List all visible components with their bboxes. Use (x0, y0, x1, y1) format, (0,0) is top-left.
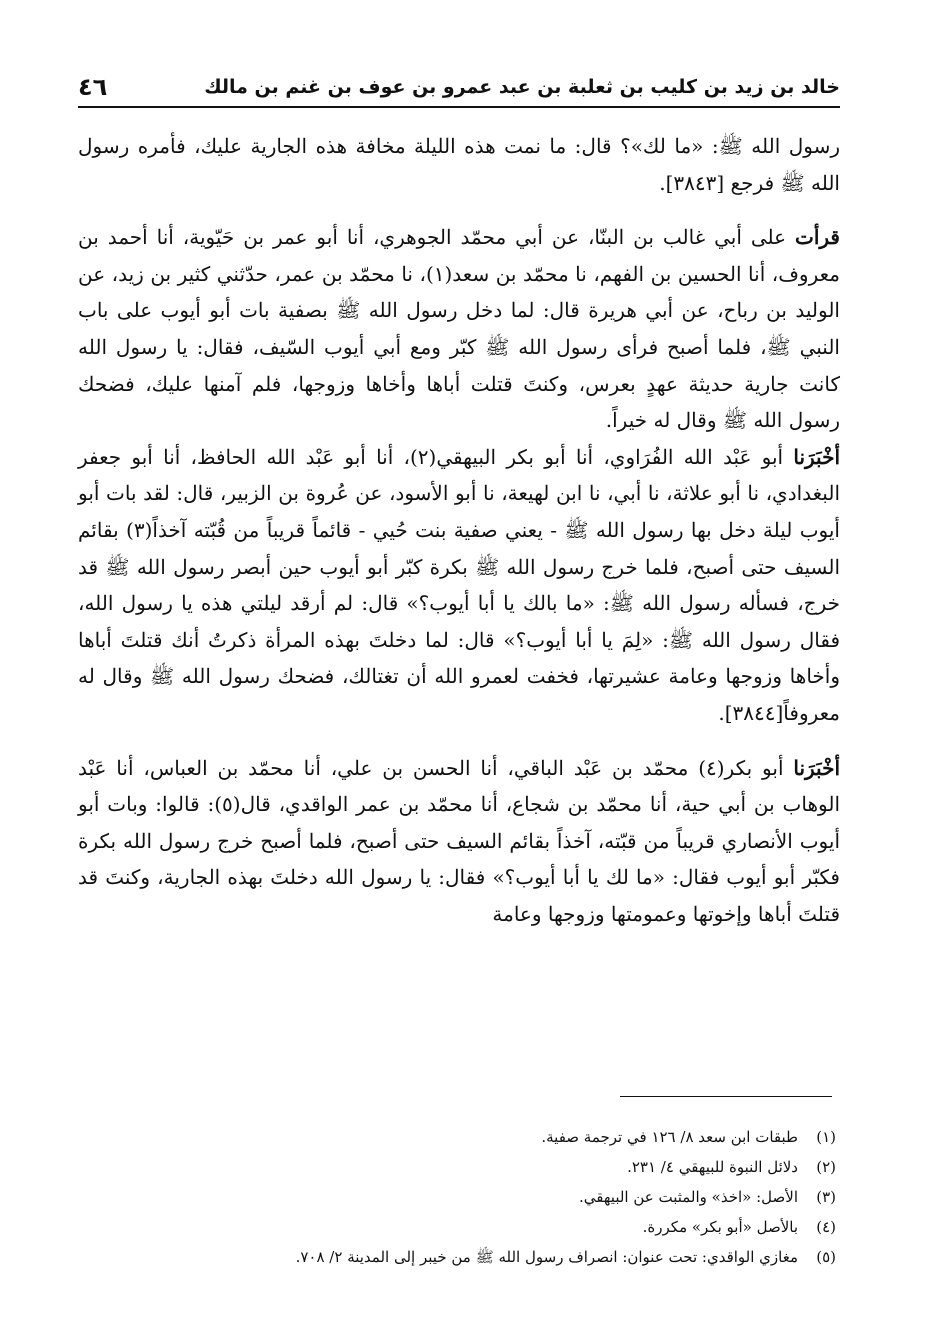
paragraph-qarat (78, 219, 840, 439)
footnote-number: (٤) (816, 1218, 836, 1236)
paragraph-lead: أخْبَرَنا (793, 444, 840, 469)
footnote-item (78, 1242, 836, 1272)
footnote-number: (٣) (816, 1188, 836, 1206)
footnote-item (78, 1122, 836, 1152)
page-number: ٤٦ (78, 73, 108, 101)
footnote-item (78, 1182, 836, 1212)
page-header (78, 62, 840, 108)
footnote-text: طبقات ابن سعد ٨/ ١٢٦ في ترجمة صفية. (541, 1128, 798, 1146)
footnote-number: (٥) (816, 1248, 836, 1266)
paragraph-akhbarana-1 (78, 439, 840, 732)
footnote-text: الأصل: «اخذ» والمثبت عن البيهقي. (579, 1188, 798, 1206)
paragraph-continuation (78, 128, 840, 201)
footnote-text: دلائل النبوة للبيهقي ٤/ ٢٣١. (627, 1158, 798, 1176)
footnote-text: مغازي الواقدي: تحت عنوان: انصراف رسول الله ﷺ من خيبر إلى المدينة ٢/ ٧٠٨. (295, 1248, 798, 1266)
footnote-number: (٢) (816, 1158, 836, 1176)
footnote-text: بالأصل «أبو بكر» مكررة. (642, 1218, 798, 1236)
footnote-item (78, 1152, 836, 1182)
footnote-number: (١) (816, 1128, 836, 1146)
footnote-separator (620, 1096, 832, 1097)
paragraph-body: أبو عَبْد الله الفُرَاوي، أنا أبو بكر البيهقي(٢)، أنا أبو عَبْد الله الحافظ، أنا أبو جعفر البغدادي، نا أبو علاثة، نا أبي، نا ابن لهيعة، نا أبو الأسود، عن عُروة بن الزبير، قال: لقد بات أبو أيوب ليلة دخل بها رسول الله ﷺ - يعني صفية بنت حُيي - قائماً قريباً من قُبّته آخذاً(٣) بقائم السيف حتى أصبح، فلما خرج رسول الله ﷺ بكرة كبّر أبو أيوب حين أبصر رسول الله ﷺ قد خرج، فسأله رسول الله ﷺ: «ما بالك يا أبا أيوب؟» قال: لم أرقد ليلتي هذه يا رسول الله، فقال رسول الله ﷺ: «لِمَ يا أبا أيوب؟» قال: لما دخلتَ بهذه المرأة ذكرتُ أنك قتلتَ أباها وأخاها وزوجها وعامة عشيرتها، فخفت لعمرو الله أن تغتالك، فضحك رسول الله ﷺ وقال له معروفاً[٣٨٤٤]. (78, 444, 840, 725)
paragraph-body: رسول الله ﷺ: «ما لك»؟ قال: ما نمت هذه الليلة مخافة هذه الجارية عليك، فأمره رسول الله ﷺ فرجع [٣٨٤٣]. (78, 134, 840, 195)
footnotes (78, 1122, 836, 1272)
paragraph-body: على أبي غالب بن البنّا، عن أبي محمّد الجوهري، أنا أبو عمر بن حَيّوية، أنا أحمد بن معروف، أنا الحسين بن الفهم، نا محمّد بن سعد(١)، نا محمّد بن عمر، حدّثني كثير بن زيد، عن الوليد بن رباح، عن أبي هريرة قال: لما دخل رسول الله ﷺ بصفية بات أبو أيوب على باب النبي ﷺ، فلما أصبح فرأى رسول الله ﷺ كبّر ومع أبي أيوب السّيف، فقال: يا رسول الله كانت جارية حديثة عهدٍ بعرس، وكنتَ قتلت أباها وأخاها وزوجها، فلم آمنها عليك، فضحك رسول الله ﷺ وقال له خيراً. (78, 225, 840, 433)
paragraph-akhbarana-2 (78, 750, 840, 933)
main-text (78, 128, 840, 932)
paragraph-lead: أخْبَرَنا (793, 755, 840, 780)
footnote-item (78, 1212, 836, 1242)
running-title: خالد بن زيد بن كليب بن ثعلبة بن عبد عمرو بن عوف بن غنم بن مالك (204, 76, 840, 98)
paragraph-body: أبو بكر(٤) محمّد بن عَبْد الباقي، أنا الحسن بن علي، أنا محمّد بن العباس، أنا عَبْد الوهاب بن أبي حية، أنا محمّد بن شجاع، أنا محمّد بن عمر الواقدي، قال(٥): قالوا: وبات أبو أيوب الأنصاري قريباً من قبّته، آخذاً بقائم السيف حتى أصبح، فلما أصبح خرج رسول الله بكرة فكبّر أبو أيوب فقال: «ما لك يا أبا أيوب؟» فقال: يا رسول الله دخلتَ بهذه الجارية، وكنتَ قد قتلتَ أباها وإخوتها وعمومتها وزوجها وعامة (78, 755, 840, 926)
paragraph-lead: قرأت (795, 225, 840, 250)
